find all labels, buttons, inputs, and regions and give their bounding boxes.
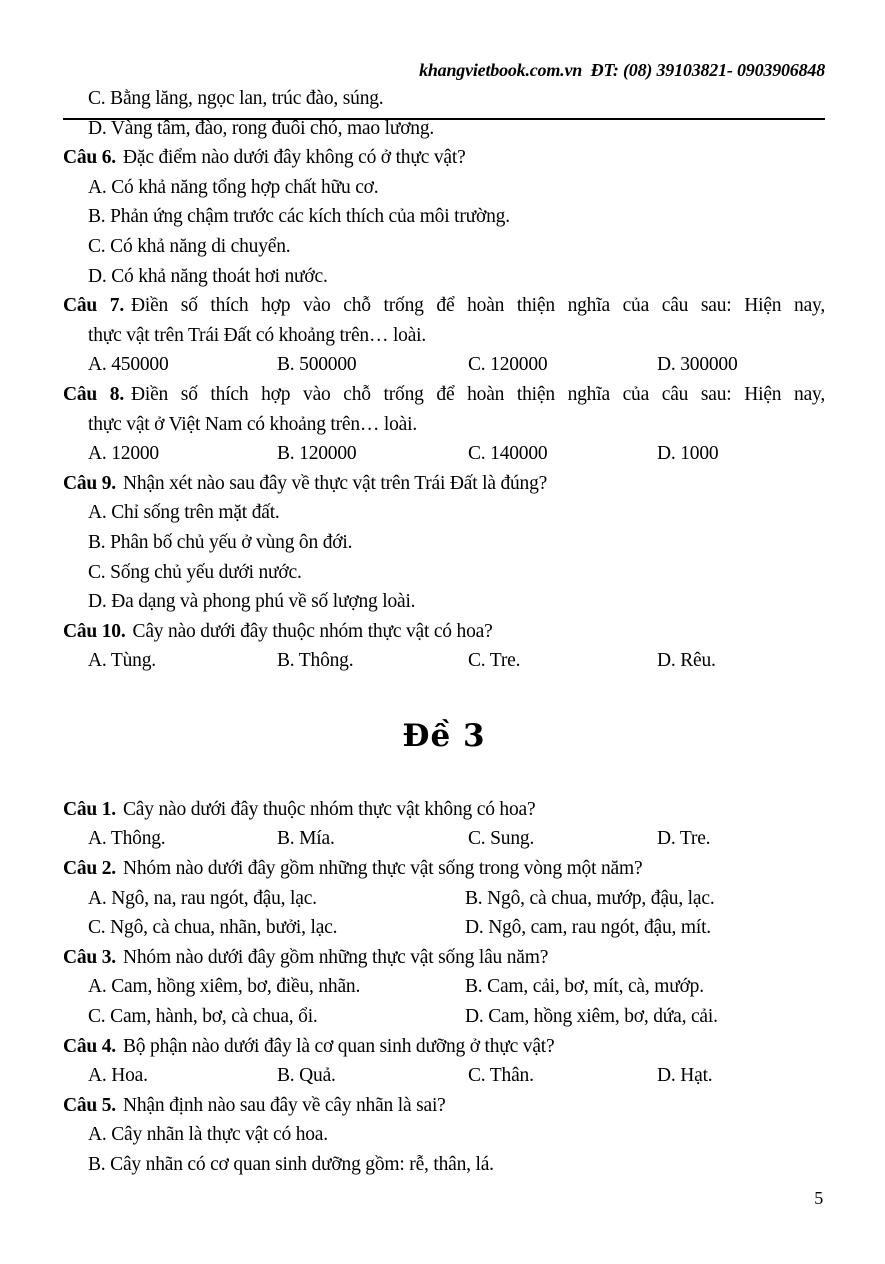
question-label: Câu 1. bbox=[63, 798, 116, 820]
option: C. 140000 bbox=[468, 443, 548, 465]
question-label: Câu 8. bbox=[63, 383, 124, 405]
question-label: Câu 4. bbox=[63, 1035, 116, 1057]
option: C. 120000 bbox=[468, 354, 548, 376]
option: A. Ngô, na, rau ngót, đậu, lạc. bbox=[88, 887, 317, 909]
option: B. Cây nhãn có cơ quan sinh dưỡng gồm: rễ, thân, lá. bbox=[88, 1154, 494, 1175]
question bbox=[63, 795, 825, 825]
question bbox=[63, 1091, 825, 1121]
option: A. 12000 bbox=[88, 443, 159, 465]
option: A. Có khả năng tổng hợp chất hữu cơ. bbox=[88, 176, 379, 198]
question-label: Câu 7. bbox=[63, 295, 124, 317]
option: C. Sung. bbox=[468, 828, 535, 850]
question-text-continued: thực vật trên Trái Đất có khoảng trên… loài. bbox=[88, 324, 427, 346]
question-label: Câu 6. bbox=[63, 147, 116, 169]
page-number: 5 bbox=[814, 1188, 823, 1208]
question-text: Đặc điểm nào dưới đây không có ở thực vật? bbox=[122, 147, 466, 169]
question bbox=[63, 617, 825, 647]
question-text: Cây nào dưới đây thuộc nhóm thực vật không có hoa? bbox=[122, 798, 536, 820]
option: B. 120000 bbox=[277, 443, 357, 465]
option: D. Vàng tâm, đào, rong đuôi chó, mao lương. bbox=[88, 117, 435, 139]
question-text: Nhận định nào sau đây về cây nhãn là sai? bbox=[122, 1094, 446, 1116]
option: C. Cam, hành, bơ, cà chua, ổi. bbox=[88, 1006, 318, 1028]
option: D. Đa dạng và phong phú về số lượng loài. bbox=[88, 591, 416, 613]
question bbox=[63, 469, 825, 499]
option: B. Phân bố chủ yếu ở vùng ôn đới. bbox=[88, 531, 353, 553]
question-text: Bộ phận nào dưới đây là cơ quan sinh dưỡng ở thực vật? bbox=[122, 1035, 555, 1057]
option: B. 500000 bbox=[277, 354, 357, 376]
question bbox=[63, 943, 825, 973]
options-row bbox=[63, 646, 825, 676]
option: B. Quả. bbox=[277, 1065, 336, 1087]
option: C. Tre. bbox=[468, 650, 521, 672]
options-row bbox=[63, 1061, 825, 1091]
option: C. Thân. bbox=[468, 1065, 534, 1087]
header-text: khangvietbook.com.vn ĐT: (08) 39103821- 0903906848 bbox=[419, 59, 825, 80]
option: D. Tre. bbox=[657, 828, 711, 850]
question bbox=[63, 380, 825, 410]
options-row bbox=[63, 824, 825, 854]
option: B. Thông. bbox=[277, 650, 354, 672]
option: D. Hạt. bbox=[657, 1065, 713, 1087]
option: D. Ngô, cam, rau ngót, đậu, mít. bbox=[465, 917, 711, 939]
options-row bbox=[63, 913, 825, 943]
option: A. Thông. bbox=[88, 828, 166, 850]
option: A. Hoa. bbox=[88, 1065, 148, 1087]
option: B. Cam, cải, bơ, mít, cà, mướp. bbox=[465, 976, 704, 998]
option: A. Cam, hồng xiêm, bơ, điều, nhãn. bbox=[88, 976, 361, 998]
question-text: Nhóm nào dưới đây gồm những thực vật sống trong vòng một năm? bbox=[122, 858, 643, 880]
question-label: Câu 2. bbox=[63, 858, 116, 880]
option: C. Bằng lăng, ngọc lan, trúc đào, súng. bbox=[88, 88, 384, 109]
option: A. 450000 bbox=[88, 354, 169, 376]
question bbox=[63, 854, 825, 884]
option: B. Mía. bbox=[277, 828, 335, 850]
option: C. Có khả năng di chuyển. bbox=[88, 235, 291, 257]
question-label: Câu 3. bbox=[63, 946, 116, 968]
question-text: Nhận xét nào sau đây về thực vật trên Trái Đất là đúng? bbox=[122, 472, 548, 494]
option: A. Chỉ sống trên mặt đất. bbox=[88, 502, 280, 524]
question bbox=[63, 143, 825, 173]
option: A. Cây nhãn là thực vật có hoa. bbox=[88, 1124, 328, 1146]
options-row bbox=[63, 350, 825, 380]
options-row bbox=[63, 1002, 825, 1032]
option: D. Có khả năng thoát hơi nước. bbox=[88, 265, 328, 287]
options-row bbox=[63, 972, 825, 1002]
question-text: Điền số thích hợp vào chỗ trống để hoàn thiện nghĩa của câu sau: Hiện nay, bbox=[131, 383, 825, 405]
question-text: Điền số thích hợp vào chỗ trống để hoàn thiện nghĩa của câu sau: Hiện nay, bbox=[131, 295, 825, 317]
option: D. 300000 bbox=[657, 354, 738, 376]
question bbox=[63, 291, 825, 321]
question-text-continued: thực vật ở Việt Nam có khoảng trên… loài. bbox=[88, 413, 418, 435]
question-label: Câu 9. bbox=[63, 472, 116, 494]
options-row bbox=[63, 884, 825, 914]
options-row bbox=[63, 439, 825, 469]
question-label: Câu 5. bbox=[63, 1094, 116, 1116]
option: D. Cam, hồng xiêm, bơ, dứa, cải. bbox=[465, 1006, 718, 1028]
option: C. Ngô, cà chua, nhãn, bưởi, lạc. bbox=[88, 917, 338, 939]
question-label: Câu 10. bbox=[63, 620, 126, 642]
option: A. Tùng. bbox=[88, 650, 156, 672]
question-text: Cây nào dưới đây thuộc nhóm thực vật có hoa? bbox=[132, 620, 493, 642]
question-text: Nhóm nào dưới đây gồm những thực vật sống lâu năm? bbox=[122, 946, 549, 968]
option: B. Phản ứng chậm trước các kích thích của môi trường. bbox=[88, 206, 510, 228]
page-content bbox=[63, 84, 825, 1180]
option: D. 1000 bbox=[657, 443, 719, 465]
option: D. Rêu. bbox=[657, 650, 716, 672]
option: B. Ngô, cà chua, mướp, đậu, lạc. bbox=[465, 887, 715, 909]
section-title: Đề 3 bbox=[402, 717, 486, 754]
question bbox=[63, 1032, 825, 1062]
option: C. Sống chủ yếu dưới nước. bbox=[88, 561, 302, 583]
